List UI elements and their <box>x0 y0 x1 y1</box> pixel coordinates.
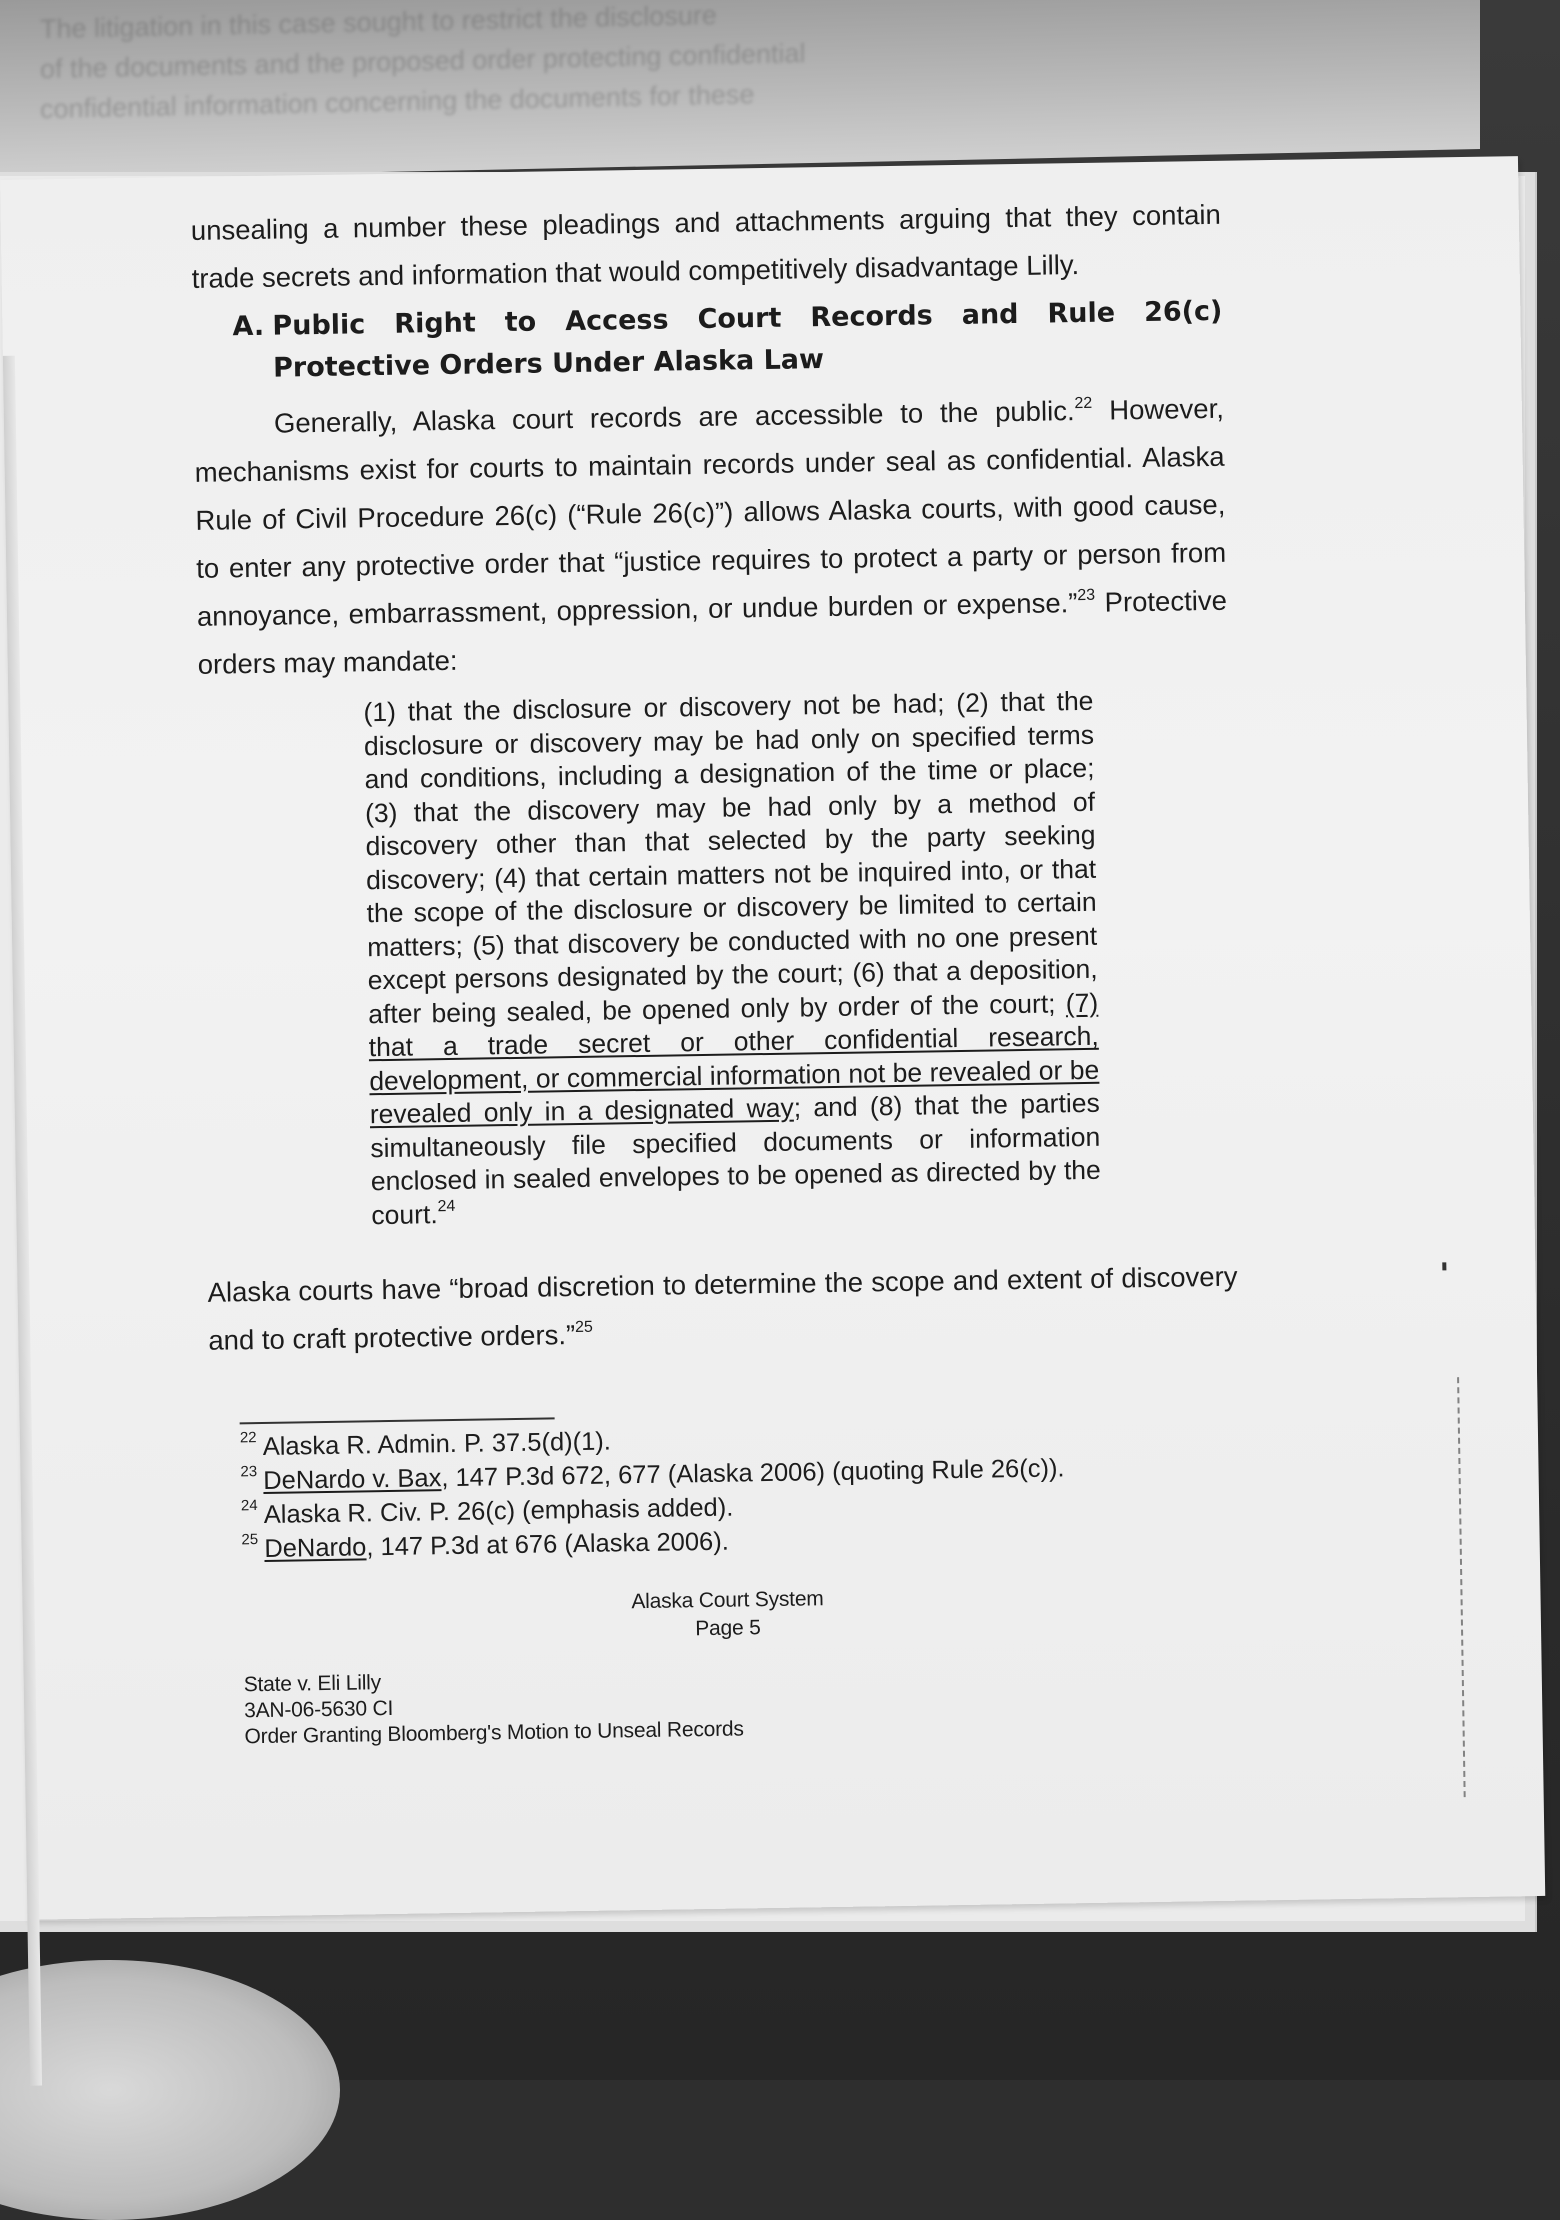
body-paragraph <box>194 385 1228 689</box>
footnote-number: 22 <box>239 1428 257 1446</box>
closing-text: Alaska courts have “broad discretion to determine the scope and extent of discovery and to craft protective orders.” <box>207 1260 1238 1356</box>
footnotes <box>240 1415 1242 1567</box>
page-footer <box>212 1579 1243 1651</box>
page-content <box>191 191 1245 1751</box>
footnote-ref-25[interactable]: 25 <box>574 1318 593 1336</box>
body-text-1: Generally, Alaska court records are accessible to the public. <box>273 395 1075 439</box>
case-info <box>244 1657 1245 1751</box>
case-citation-link: DeNardo <box>264 1533 367 1563</box>
footnote-ref-24[interactable]: 24 <box>437 1197 456 1215</box>
closing-paragraph <box>207 1253 1238 1365</box>
block-quote <box>363 685 1101 1232</box>
order-title: Order Granting Bloomberg's Motion to Unseal Records <box>244 1717 744 1749</box>
footnote-text: Alaska R. Civ. P. 26(c) (emphasis added). <box>263 1493 734 1529</box>
body-text-3: Protective orders may mandate: <box>197 584 1228 680</box>
quote-text-1: (1) that the disclosure or discovery not be had; (2) that the disclosure or discovery may be had only on specified terms and conditions, including a designation of the time or place; (3) that the discovery may be had only by a method of discovery other than that selected by the party seeking discovery; (4) that certain matters not be inquired into, or that the scope of the disclosure or discovery be limited to certain matters; (5) that discovery be conducted with no one present except persons designated by the court; (6) that a deposition, after being sealed, be opened only by order of the court; <box>363 685 1098 1029</box>
case-number: 3AN-06-5630 CI <box>243 1696 394 1723</box>
footnote-number: 23 <box>240 1462 258 1480</box>
quote-text-2: ; and (8) that the parties simultaneously file specified documents or information enclosed in sealed envelopes to be opened as directed by the court. <box>370 1087 1102 1230</box>
quote-underlined: (7) that a trade secret or other confidential research, development, or commercial information not be revealed or be revealed only in a designated way <box>368 987 1100 1130</box>
section-letter: A. <box>232 310 265 343</box>
back-page-text: The litigation in this case sought to restrict the disclosure of the documents and the proposed order protecting confidential confidential information concerning the documents for these <box>40 0 806 125</box>
footnote-text: Alaska R. Admin. P. 37.5(d)(1). <box>262 1427 612 1461</box>
margin-mark <box>1442 1262 1446 1270</box>
body-text-2: However, mechanisms exist for courts to maintain records under seal as confidential. Alaska Rule of Civil Procedure 26(c) (“Rule 26(c)”) allows Alaska courts, with good cause, to enter any protective order that “justice requires to protect a party or person from annoyance, embarrassment, oppression, or undue burden or expense.” <box>194 392 1227 632</box>
footnote-number: 24 <box>240 1496 258 1514</box>
court-name: Alaska Court System <box>631 1587 824 1614</box>
intro-paragraph: unsealing a number these pleadings and attachments arguing that they contain trade secrets and information that would competitively disadvantage Lilly. <box>190 198 1222 294</box>
footnote-text: , 147 P.3d at 676 (Alaska 2006). <box>366 1527 730 1562</box>
footnote-divider <box>240 1417 555 1424</box>
footnote-ref-22[interactable]: 22 <box>1074 394 1093 412</box>
case-citation-link: DeNardo v. Bax <box>263 1464 442 1495</box>
document-page <box>0 156 1545 1920</box>
footnote-text: , 147 P.3d 672, 677 (Alaska 2006) (quoting Rule 26(c)). <box>441 1454 1065 1493</box>
footnote-number: 25 <box>241 1530 259 1548</box>
page-number: Page 5 <box>695 1616 761 1641</box>
section-title: Public Right to Access Court Records and Rule 26(c) Protective Orders Under Alaska Law <box>272 295 1223 384</box>
footnote-ref-23[interactable]: 23 <box>1077 586 1096 604</box>
margin-line <box>1457 1377 1466 1797</box>
back-page <box>0 0 1480 180</box>
case-caption: State v. Eli Lilly <box>243 1671 382 1697</box>
section-heading <box>232 291 1223 391</box>
